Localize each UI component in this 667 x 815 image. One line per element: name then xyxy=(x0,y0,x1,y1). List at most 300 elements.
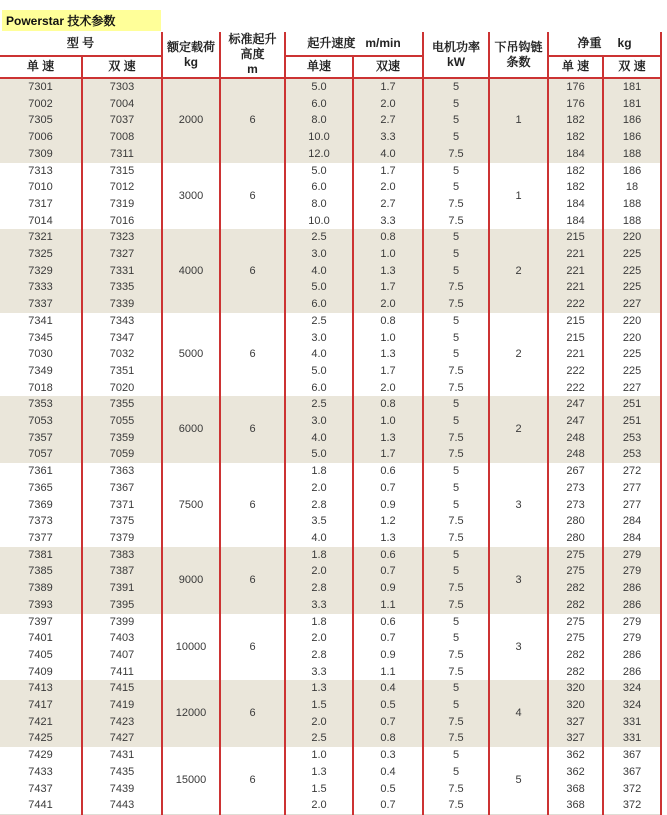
speed-single-cell: 2.8 xyxy=(285,497,353,514)
speed-single-cell: 4.0 xyxy=(285,530,353,547)
speed-single-cell: 1.3 xyxy=(285,680,353,697)
model-single-cell: 7429 xyxy=(0,747,82,764)
rated-load-cell: 7500 xyxy=(162,463,220,547)
header-row-2 xyxy=(0,56,661,78)
motor-power-cell: 7.5 xyxy=(423,196,489,213)
speed-single-cell: 3.0 xyxy=(285,246,353,263)
speed-single-cell: 2.0 xyxy=(285,797,353,814)
motor-power-cell: 5 xyxy=(423,246,489,263)
weight-dual-cell: 225 xyxy=(603,346,661,363)
table-row xyxy=(0,697,661,714)
motor-power-cell: 5 xyxy=(423,313,489,330)
model-dual-cell: 7371 xyxy=(82,497,162,514)
rated-load-cell: 2000 xyxy=(162,78,220,163)
motor-power-cell: 7.5 xyxy=(423,296,489,313)
weight-single-cell: 267 xyxy=(548,463,603,480)
chain-count-cell: 2 xyxy=(489,396,548,463)
motor-power-cell: 7.5 xyxy=(423,430,489,447)
model-dual-cell: 7059 xyxy=(82,446,162,463)
table-row xyxy=(0,764,661,781)
table-row xyxy=(0,213,661,230)
weight-single-cell: 368 xyxy=(548,781,603,798)
header-chain-count xyxy=(489,32,548,78)
table-row xyxy=(0,363,661,380)
model-dual-cell: 7355 xyxy=(82,396,162,413)
model-single-cell: 7030 xyxy=(0,346,82,363)
table-row xyxy=(0,313,661,330)
model-dual-cell: 7419 xyxy=(82,697,162,714)
weight-dual-cell: 188 xyxy=(603,213,661,230)
page-title: Powerstar 技术参数 xyxy=(2,10,161,31)
table-row xyxy=(0,229,661,246)
table-row xyxy=(0,530,661,547)
model-single-cell: 7353 xyxy=(0,396,82,413)
model-dual-cell: 7327 xyxy=(82,246,162,263)
motor-power-cell: 5 xyxy=(423,547,489,564)
weight-dual-cell: 186 xyxy=(603,129,661,146)
table-row xyxy=(0,413,661,430)
rated-load-cell: 10000 xyxy=(162,614,220,681)
table-row xyxy=(0,747,661,764)
speed-single-cell: 2.0 xyxy=(285,563,353,580)
model-dual-cell: 7315 xyxy=(82,163,162,180)
weight-dual-cell: 277 xyxy=(603,480,661,497)
model-single-cell: 7053 xyxy=(0,413,82,430)
motor-power-cell: 7.5 xyxy=(423,597,489,614)
motor-power-cell: 7.5 xyxy=(423,530,489,547)
model-single-cell: 7301 xyxy=(0,78,82,96)
table-row xyxy=(0,346,661,363)
speed-dual-cell: 1.3 xyxy=(353,530,423,547)
model-single-cell: 7329 xyxy=(0,263,82,280)
weight-single-cell: 221 xyxy=(548,346,603,363)
header-rated-load-label: 额定载荷 xyxy=(166,39,215,54)
lift-height-cell: 6 xyxy=(220,396,285,463)
weight-dual-cell: 227 xyxy=(603,380,661,397)
motor-power-cell: 5 xyxy=(423,346,489,363)
weight-dual-cell: 286 xyxy=(603,580,661,597)
speed-dual-cell: 1.0 xyxy=(353,330,423,347)
speed-single-cell: 3.5 xyxy=(285,513,353,530)
speed-dual-cell: 0.8 xyxy=(353,396,423,413)
model-single-cell: 7433 xyxy=(0,764,82,781)
weight-dual-cell: 188 xyxy=(603,196,661,213)
weight-dual-cell: 188 xyxy=(603,146,661,163)
table-row xyxy=(0,163,661,180)
weight-dual-cell: 284 xyxy=(603,513,661,530)
weight-dual-cell: 279 xyxy=(603,563,661,580)
table-row xyxy=(0,463,661,480)
header-chain-count-line1: 下吊钩链 xyxy=(494,39,543,54)
model-single-cell: 7365 xyxy=(0,480,82,497)
table-row xyxy=(0,797,661,814)
model-single-cell: 7345 xyxy=(0,330,82,347)
weight-dual-cell: 372 xyxy=(603,797,661,814)
motor-power-cell: 7.5 xyxy=(423,647,489,664)
speed-single-cell: 5.0 xyxy=(285,279,353,296)
motor-power-cell: 7.5 xyxy=(423,380,489,397)
model-dual-cell: 7016 xyxy=(82,213,162,230)
speed-single-cell: 2.8 xyxy=(285,647,353,664)
speed-dual-cell: 1.1 xyxy=(353,597,423,614)
weight-single-cell: 327 xyxy=(548,730,603,747)
chain-count-cell: 3 xyxy=(489,463,548,547)
speed-single-cell: 2.5 xyxy=(285,313,353,330)
speed-dual-cell: 2.0 xyxy=(353,296,423,313)
speed-dual-cell: 2.0 xyxy=(353,179,423,196)
motor-power-cell: 7.5 xyxy=(423,363,489,380)
weight-single-cell: 182 xyxy=(548,163,603,180)
weight-single-cell: 280 xyxy=(548,513,603,530)
model-single-cell: 7437 xyxy=(0,781,82,798)
chain-count-cell: 4 xyxy=(489,680,548,747)
motor-power-cell: 5 xyxy=(423,697,489,714)
weight-dual-cell: 272 xyxy=(603,463,661,480)
header-chain-count-line2: 条数 xyxy=(506,54,531,69)
model-single-cell: 7409 xyxy=(0,664,82,681)
table-header xyxy=(0,32,661,78)
weight-single-cell: 248 xyxy=(548,430,603,447)
model-dual-cell: 7319 xyxy=(82,196,162,213)
speed-single-cell: 5.0 xyxy=(285,363,353,380)
weight-single-cell: 222 xyxy=(548,380,603,397)
model-dual-cell: 7008 xyxy=(82,129,162,146)
model-dual-cell: 7012 xyxy=(82,179,162,196)
motor-power-cell: 7.5 xyxy=(423,714,489,731)
speed-single-cell: 3.3 xyxy=(285,664,353,681)
header-lift-height-unit: m xyxy=(247,62,258,76)
model-dual-cell: 7323 xyxy=(82,229,162,246)
weight-single-cell: 176 xyxy=(548,78,603,96)
table-row xyxy=(0,129,661,146)
speed-dual-cell: 2.0 xyxy=(353,380,423,397)
motor-power-cell: 7.5 xyxy=(423,730,489,747)
header-net-weight xyxy=(548,32,661,56)
weight-single-cell: 368 xyxy=(548,797,603,814)
speed-dual-cell: 0.8 xyxy=(353,313,423,330)
speed-single-cell: 2.5 xyxy=(285,730,353,747)
model-dual-cell: 7431 xyxy=(82,747,162,764)
speed-dual-cell: 2.7 xyxy=(353,196,423,213)
weight-dual-cell: 253 xyxy=(603,430,661,447)
model-single-cell: 7401 xyxy=(0,630,82,647)
header-lift-speed-unit: m/min xyxy=(365,35,401,50)
weight-dual-cell: 367 xyxy=(603,747,661,764)
spec-table xyxy=(0,32,662,815)
speed-single-cell: 1.0 xyxy=(285,747,353,764)
speed-dual-cell: 0.8 xyxy=(353,730,423,747)
motor-power-cell: 5 xyxy=(423,480,489,497)
rated-load-cell: 6000 xyxy=(162,396,220,463)
table-row xyxy=(0,647,661,664)
weight-dual-cell: 286 xyxy=(603,664,661,681)
model-dual-cell: 7363 xyxy=(82,463,162,480)
model-dual-cell: 7439 xyxy=(82,781,162,798)
weight-single-cell: 215 xyxy=(548,330,603,347)
weight-single-cell: 247 xyxy=(548,413,603,430)
lift-height-cell: 6 xyxy=(220,547,285,614)
weight-single-cell: 280 xyxy=(548,530,603,547)
rated-load-cell: 12000 xyxy=(162,680,220,747)
speed-single-cell: 1.8 xyxy=(285,614,353,631)
speed-dual-cell: 1.7 xyxy=(353,363,423,380)
weight-dual-cell: 220 xyxy=(603,330,661,347)
chain-count-cell: 3 xyxy=(489,547,548,614)
weight-dual-cell: 225 xyxy=(603,263,661,280)
table-row xyxy=(0,196,661,213)
weight-single-cell: 273 xyxy=(548,497,603,514)
model-dual-cell: 7032 xyxy=(82,346,162,363)
weight-single-cell: 275 xyxy=(548,630,603,647)
motor-power-cell: 7.5 xyxy=(423,781,489,798)
model-dual-cell: 7387 xyxy=(82,563,162,580)
rated-load-cell: 4000 xyxy=(162,229,220,313)
model-dual-cell: 7435 xyxy=(82,764,162,781)
speed-dual-cell: 0.7 xyxy=(353,480,423,497)
header-net-weight-label: 净重 xyxy=(577,35,602,50)
speed-single-cell: 2.5 xyxy=(285,396,353,413)
model-dual-cell: 7379 xyxy=(82,530,162,547)
weight-dual-cell: 253 xyxy=(603,446,661,463)
speed-single-cell: 10.0 xyxy=(285,213,353,230)
table-row xyxy=(0,614,661,631)
model-single-cell: 7369 xyxy=(0,497,82,514)
motor-power-cell: 5 xyxy=(423,497,489,514)
speed-dual-cell: 0.9 xyxy=(353,647,423,664)
model-dual-cell: 7359 xyxy=(82,430,162,447)
rated-load-cell: 15000 xyxy=(162,747,220,814)
speed-dual-cell: 0.6 xyxy=(353,547,423,564)
model-dual-cell: 7403 xyxy=(82,630,162,647)
header-rated-load-unit: kg xyxy=(183,54,198,69)
weight-single-cell: 221 xyxy=(548,246,603,263)
table-row xyxy=(0,380,661,397)
weight-single-cell: 282 xyxy=(548,580,603,597)
speed-dual-cell: 4.0 xyxy=(353,146,423,163)
model-single-cell: 7313 xyxy=(0,163,82,180)
model-single-cell: 7417 xyxy=(0,697,82,714)
motor-power-cell: 5 xyxy=(423,463,489,480)
header-net-weight-unit: kg xyxy=(617,35,632,50)
model-dual-cell: 7427 xyxy=(82,730,162,747)
weight-single-cell: 247 xyxy=(548,396,603,413)
rated-load-cell: 9000 xyxy=(162,547,220,614)
weight-dual-cell: 286 xyxy=(603,647,661,664)
speed-single-cell: 6.0 xyxy=(285,296,353,313)
lift-height-cell: 6 xyxy=(220,614,285,681)
model-single-cell: 7321 xyxy=(0,229,82,246)
model-dual-cell: 7375 xyxy=(82,513,162,530)
motor-power-cell: 7.5 xyxy=(423,446,489,463)
weight-single-cell: 327 xyxy=(548,714,603,731)
speed-single-cell: 4.0 xyxy=(285,346,353,363)
weight-dual-cell: 279 xyxy=(603,547,661,564)
motor-power-cell: 7.5 xyxy=(423,146,489,163)
model-single-cell: 7002 xyxy=(0,96,82,113)
header-row-1 xyxy=(0,32,661,56)
speed-dual-cell: 0.7 xyxy=(353,714,423,731)
weight-dual-cell: 324 xyxy=(603,697,661,714)
header-speed-dual: 双速 xyxy=(353,56,423,78)
model-single-cell: 7413 xyxy=(0,680,82,697)
model-dual-cell: 7351 xyxy=(82,363,162,380)
weight-single-cell: 184 xyxy=(548,196,603,213)
lift-height-cell: 6 xyxy=(220,313,285,397)
model-single-cell: 7425 xyxy=(0,730,82,747)
motor-power-cell: 5 xyxy=(423,96,489,113)
table-row xyxy=(0,430,661,447)
speed-dual-cell: 1.3 xyxy=(353,430,423,447)
header-motor-power-unit: kW xyxy=(447,54,466,69)
speed-single-cell: 3.3 xyxy=(285,597,353,614)
table-row xyxy=(0,730,661,747)
weight-single-cell: 282 xyxy=(548,647,603,664)
model-single-cell: 7377 xyxy=(0,530,82,547)
speed-single-cell: 12.0 xyxy=(285,146,353,163)
weight-dual-cell: 279 xyxy=(603,614,661,631)
weight-dual-cell: 227 xyxy=(603,296,661,313)
motor-power-cell: 5 xyxy=(423,630,489,647)
table-row xyxy=(0,78,661,96)
motor-power-cell: 5 xyxy=(423,112,489,129)
speed-single-cell: 10.0 xyxy=(285,129,353,146)
speed-dual-cell: 0.9 xyxy=(353,580,423,597)
table-row xyxy=(0,112,661,129)
weight-dual-cell: 367 xyxy=(603,764,661,781)
speed-single-cell: 1.5 xyxy=(285,697,353,714)
weight-dual-cell: 324 xyxy=(603,680,661,697)
table-row xyxy=(0,246,661,263)
speed-dual-cell: 1.2 xyxy=(353,513,423,530)
speed-single-cell: 3.0 xyxy=(285,330,353,347)
header-speed-single: 单速 xyxy=(285,56,353,78)
motor-power-cell: 7.5 xyxy=(423,513,489,530)
chain-count-cell: 5 xyxy=(489,747,548,814)
table-row xyxy=(0,781,661,798)
speed-dual-cell: 1.7 xyxy=(353,163,423,180)
speed-single-cell: 8.0 xyxy=(285,112,353,129)
model-single-cell: 7389 xyxy=(0,580,82,597)
weight-single-cell: 182 xyxy=(548,179,603,196)
speed-single-cell: 1.8 xyxy=(285,547,353,564)
table-row xyxy=(0,597,661,614)
speed-dual-cell: 1.3 xyxy=(353,346,423,363)
table-row xyxy=(0,446,661,463)
table-row xyxy=(0,179,661,196)
speed-single-cell: 1.5 xyxy=(285,781,353,798)
motor-power-cell: 5 xyxy=(423,330,489,347)
weight-single-cell: 184 xyxy=(548,213,603,230)
weight-single-cell: 320 xyxy=(548,680,603,697)
header-weight-dual: 双 速 xyxy=(603,56,661,78)
motor-power-cell: 5 xyxy=(423,129,489,146)
model-single-cell: 7373 xyxy=(0,513,82,530)
weight-single-cell: 221 xyxy=(548,279,603,296)
speed-single-cell: 6.0 xyxy=(285,179,353,196)
speed-dual-cell: 0.8 xyxy=(353,229,423,246)
speed-dual-cell: 0.5 xyxy=(353,781,423,798)
weight-single-cell: 182 xyxy=(548,129,603,146)
model-dual-cell: 7415 xyxy=(82,680,162,697)
header-weight-single: 单 速 xyxy=(548,56,603,78)
motor-power-cell: 7.5 xyxy=(423,664,489,681)
model-dual-cell: 7407 xyxy=(82,647,162,664)
weight-single-cell: 275 xyxy=(548,547,603,564)
table-row xyxy=(0,330,661,347)
header-model: 型 号 xyxy=(0,32,162,56)
weight-single-cell: 176 xyxy=(548,96,603,113)
model-single-cell: 7349 xyxy=(0,363,82,380)
weight-single-cell: 362 xyxy=(548,764,603,781)
speed-single-cell: 5.0 xyxy=(285,163,353,180)
speed-single-cell: 3.0 xyxy=(285,413,353,430)
motor-power-cell: 5 xyxy=(423,263,489,280)
model-single-cell: 7405 xyxy=(0,647,82,664)
model-dual-cell: 7383 xyxy=(82,547,162,564)
weight-dual-cell: 220 xyxy=(603,313,661,330)
model-single-cell: 7381 xyxy=(0,547,82,564)
lift-height-cell: 6 xyxy=(220,463,285,547)
model-dual-cell: 7331 xyxy=(82,263,162,280)
model-single-cell: 7341 xyxy=(0,313,82,330)
table-row xyxy=(0,396,661,413)
table-row xyxy=(0,96,661,113)
weight-dual-cell: 18 xyxy=(603,179,661,196)
header-lift-height-line2: 高度 xyxy=(240,47,265,61)
speed-single-cell: 2.0 xyxy=(285,714,353,731)
model-single-cell: 7317 xyxy=(0,196,82,213)
motor-power-cell: 5 xyxy=(423,163,489,180)
table-row xyxy=(0,547,661,564)
weight-dual-cell: 186 xyxy=(603,163,661,180)
speed-dual-cell: 0.5 xyxy=(353,697,423,714)
speed-dual-cell: 1.7 xyxy=(353,446,423,463)
speed-dual-cell: 0.7 xyxy=(353,630,423,647)
speed-dual-cell: 1.7 xyxy=(353,279,423,296)
weight-single-cell: 184 xyxy=(548,146,603,163)
weight-dual-cell: 331 xyxy=(603,730,661,747)
motor-power-cell: 7.5 xyxy=(423,279,489,296)
motor-power-cell: 7.5 xyxy=(423,213,489,230)
motor-power-cell: 5 xyxy=(423,229,489,246)
motor-power-cell: 7.5 xyxy=(423,797,489,814)
speed-single-cell: 8.0 xyxy=(285,196,353,213)
model-dual-cell: 7020 xyxy=(82,380,162,397)
motor-power-cell: 5 xyxy=(423,179,489,196)
table-row xyxy=(0,563,661,580)
model-single-cell: 7385 xyxy=(0,563,82,580)
rated-load-cell: 5000 xyxy=(162,313,220,397)
lift-height-cell: 6 xyxy=(220,163,285,230)
speed-dual-cell: 1.0 xyxy=(353,413,423,430)
speed-dual-cell: 3.3 xyxy=(353,129,423,146)
model-single-cell: 7010 xyxy=(0,179,82,196)
speed-single-cell: 2.0 xyxy=(285,480,353,497)
speed-single-cell: 5.0 xyxy=(285,78,353,96)
header-lift-height-line1: 标准起升 xyxy=(228,32,277,46)
speed-single-cell: 6.0 xyxy=(285,96,353,113)
speed-single-cell: 2.8 xyxy=(285,580,353,597)
weight-single-cell: 362 xyxy=(548,747,603,764)
motor-power-cell: 5 xyxy=(423,396,489,413)
model-single-cell: 7057 xyxy=(0,446,82,463)
header-motor-power-label: 电机功率 xyxy=(432,39,481,54)
model-single-cell: 7421 xyxy=(0,714,82,731)
weight-single-cell: 273 xyxy=(548,480,603,497)
table-row xyxy=(0,480,661,497)
table-row xyxy=(0,630,661,647)
table-row xyxy=(0,296,661,313)
